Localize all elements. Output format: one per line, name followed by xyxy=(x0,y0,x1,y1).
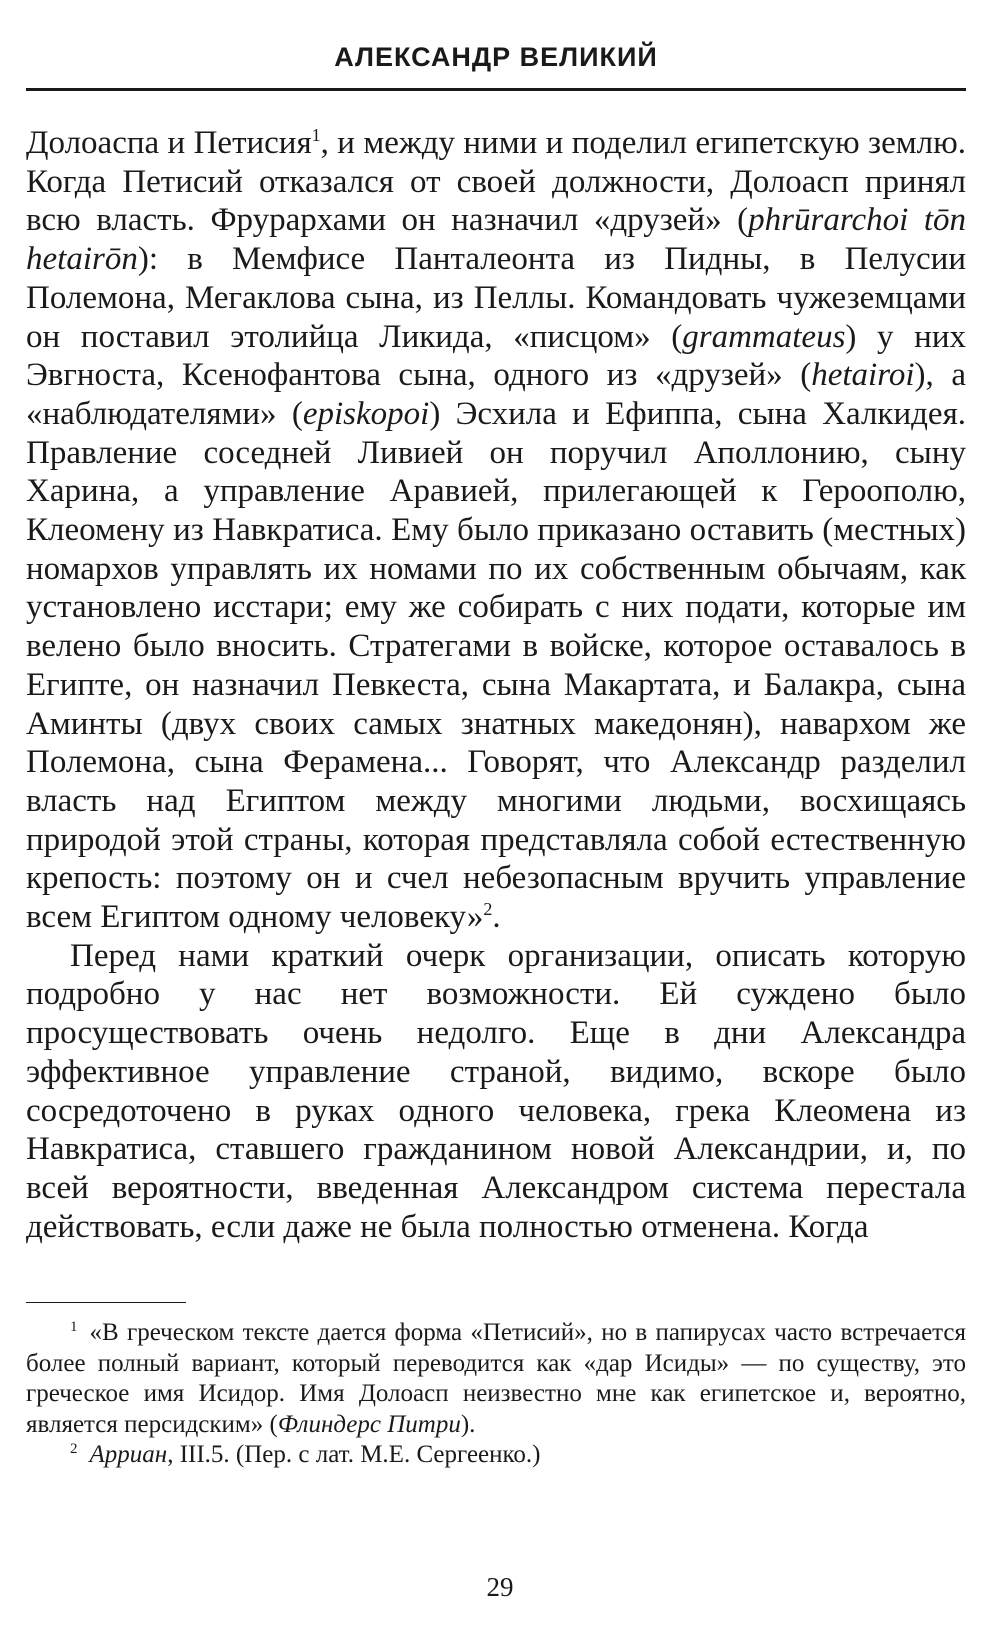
greek-term: hetairoi xyxy=(811,357,915,394)
greek-term: grammateus xyxy=(682,318,846,355)
footnotes xyxy=(26,1318,966,1471)
header-rule xyxy=(26,88,966,91)
footnote-ref-2: 2 xyxy=(483,899,493,920)
footnote-separator xyxy=(26,1302,186,1303)
greek-term: episkopoi xyxy=(302,395,430,432)
footnote-author: Арриан xyxy=(89,1441,168,1468)
footnote-text-end: ). xyxy=(460,1410,476,1438)
footnote-number: 2 xyxy=(70,1440,78,1457)
main-text xyxy=(26,124,966,1246)
running-header: АЛЕКСАНДР ВЕЛИКИЙ xyxy=(334,42,658,72)
text-run: ), а «наблюдателями» ( xyxy=(26,357,966,432)
page-number: 29 xyxy=(486,1572,514,1602)
paragraph-2: Перед нами краткий очерк организации, описать которую подробно у нас нет возможности. Ей суждено было просуществовать очень недолго. Еще в дни Александра эффективное управление страной, видимо, вскоре было сосредоточено в руках одного человека, грека Клеомена из Навкратиса, ставшего гражданином новой Александрии, и, по всей вероятности, введенная Александром система перестала действовать, если даже не была полностью отменена. Когда xyxy=(26,937,966,1245)
footnote-text: «В греческом тексте дается форма «Петисий», но в папирусах часто встречается более полный вариант, который переводится как «дар Исиды» — по существу, это греческое имя Исидор. Имя Долоасп неизвестно мне как египетское и, вероятно, является персидским» ( xyxy=(26,1319,966,1438)
text-run: ) у них Эвгноста, Ксенофантова сына, одного из «друзей» ( xyxy=(26,318,966,394)
greek-term: phrūrarchoi tōn hetairōn xyxy=(26,202,966,278)
paragraph-1 xyxy=(26,124,966,937)
footnote-2 xyxy=(26,1440,966,1471)
footnote-number: 1 xyxy=(70,1318,78,1335)
footnote-1 xyxy=(26,1318,966,1440)
footnote-ref-1: 1 xyxy=(311,125,321,145)
text-run: . xyxy=(492,899,501,936)
text-run: ): в Мемфисе Панталеонта из Пидны, в Пелусии Полемона, Мегаклова сына, из Пеллы. Командовать чужеземцами он поставил этолийца Ликида, «писцом» ( xyxy=(26,241,966,355)
footnote-text: , III.5. (Пер. с лат. М.Е. Сергеенко.) xyxy=(167,1441,541,1468)
text-run: ) Эсхила и Ефиппа, сына Халкидея. Правление соседней Ливией он поручил Аполлонию, сыну Харина, а управление Аравией, прилегающей к Героополю, Клеомену из Навкратиса. Ему было приказано оставить (местных) номархов управлять их номами по их собственным обычаям, как установлено исстари; ему же собирать с них подати, которые им велено было вносить. Стратегами в войске, которое оставалось в Египте, он назначил Певкеста, сына Макартата, и Балакра, сына Аминты (двух своих самых знатных македонян), навархом же Полемона, сына Ферамена... Говорят, что Александр разделил власть над Египтом между многими людьми, восхищаясь природой этой страны, которая представляла собой естественную крепость: поэтому он и счел небезопасным вручить управление всем Египтом одному человеку» xyxy=(26,395,966,936)
text-run: Долоаспа и Петисия xyxy=(26,125,312,161)
text-run: , и между ними и поделил египетскую землю. Когда Петисий отказался от своей должности, Долоасп принял всю власть. Фрурархами он назначил «друзей» ( xyxy=(26,125,966,239)
footnote-author: Флиндерс Питри xyxy=(277,1410,461,1438)
